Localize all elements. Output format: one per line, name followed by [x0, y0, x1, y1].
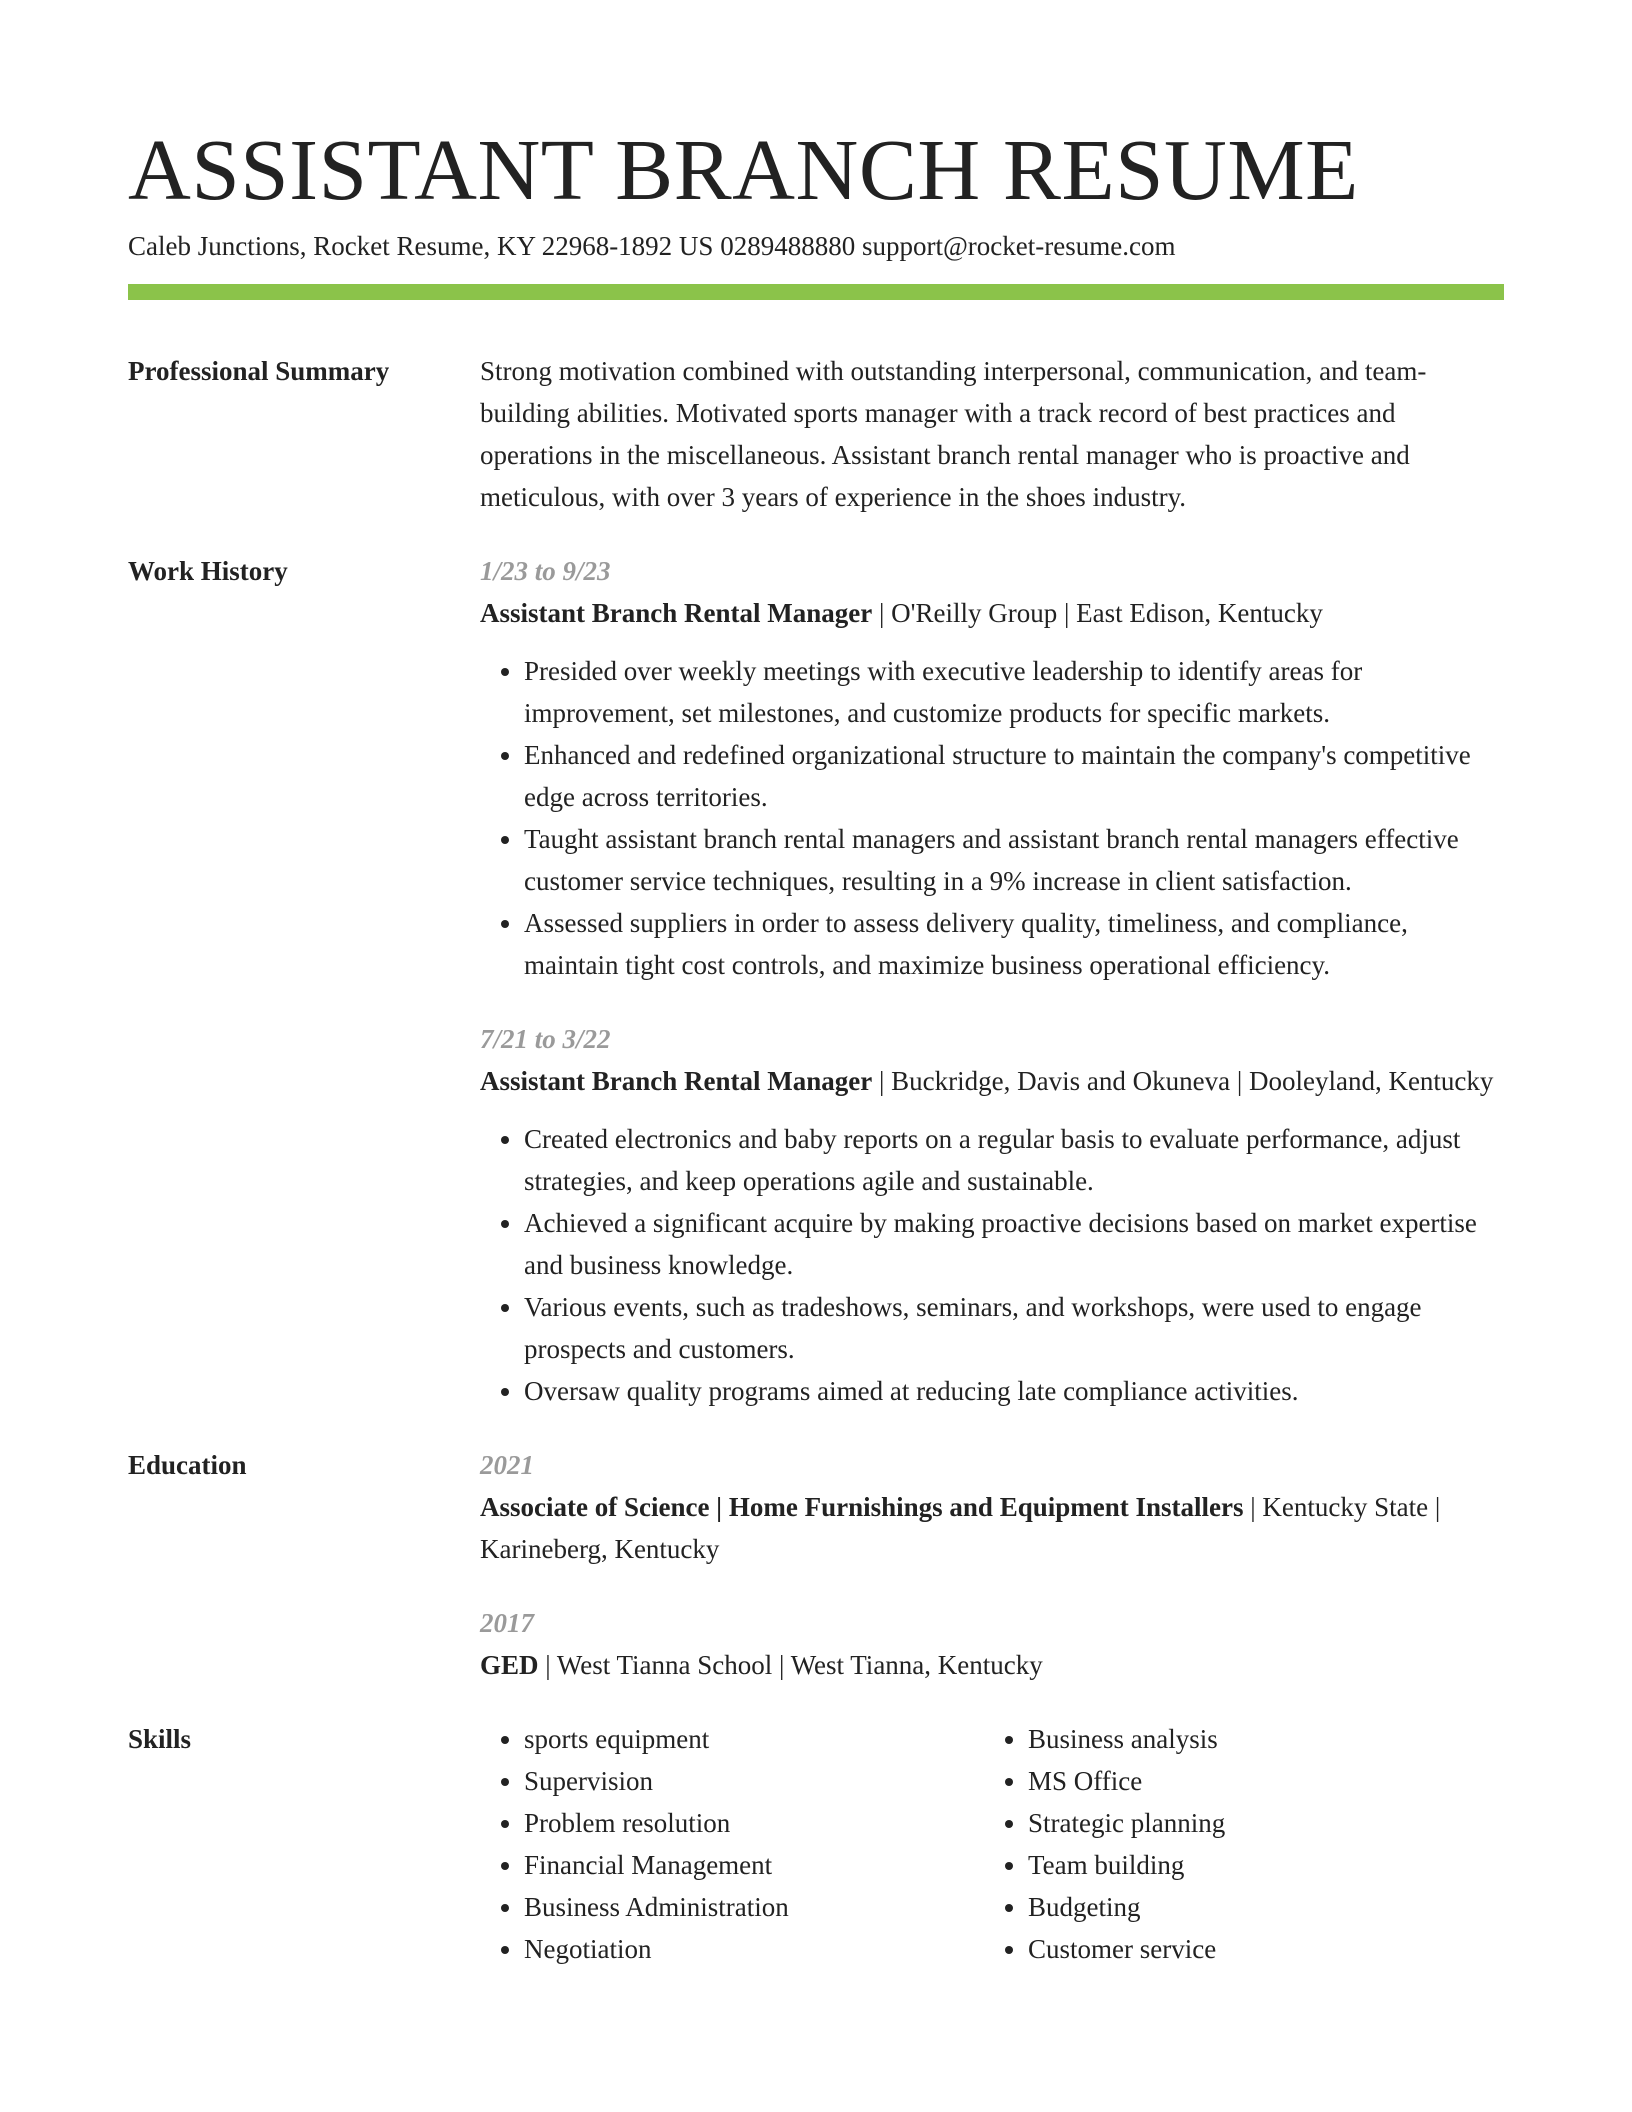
resume-title: ASSISTANT BRANCH RESUME	[128, 121, 1359, 218]
education-body	[480, 1444, 1504, 1686]
education-year: 2021	[480, 1450, 534, 1480]
skill-item: • Supervision	[524, 1760, 984, 1802]
education-details: | Kentucky State | Karineberg, Kentucky	[480, 1492, 1441, 1564]
work-history-section	[128, 550, 1504, 1412]
skill-item: • MS Office	[1028, 1760, 1488, 1802]
accent-divider	[128, 284, 1504, 300]
job-entry	[480, 1018, 1504, 1412]
job-title: Assistant Branch Rental Manager	[480, 1066, 873, 1096]
education-degree: GED	[480, 1650, 539, 1680]
job-title-line	[480, 1060, 1504, 1102]
job-bullets	[480, 650, 1504, 986]
education-section	[128, 1444, 1504, 1686]
summary-section	[128, 350, 1504, 518]
summary-text: Strong motivation combined with outstanding interpersonal, communication, and team-building abilities. Motivated sports manager with a track record of best practices and operations in the miscellaneous. Assistant branch rental manager who is proactive and meticulous, with over 3 years of experience in the shoes industry.	[480, 356, 1427, 512]
skill-item: • Strategic planning	[1028, 1802, 1488, 1844]
list-item: • Created electronics and baby reports on a regular basis to evaluate performance, adjust strategies, and keep operations agile and sustainable.	[524, 1118, 1504, 1202]
education-entry	[480, 1444, 1504, 1570]
education-line	[480, 1486, 1504, 1570]
list-item: • Enhanced and redefined organizational structure to maintain the company's competitive edge across territories.	[524, 734, 1504, 818]
skills-column-1	[480, 1718, 984, 1970]
job-title-line	[480, 592, 1504, 634]
job-details: | Buckridge, Davis and Okuneva | Dooleyland, Kentucky	[872, 1066, 1494, 1096]
skill-item: • Team building	[1028, 1844, 1488, 1886]
skills-column-2	[984, 1718, 1488, 1970]
education-details: | West Tianna School | West Tianna, Kentucky	[538, 1650, 1043, 1680]
work-history-body	[480, 550, 1504, 1412]
resume-page	[128, 120, 1504, 1970]
list-item: • Assessed suppliers in order to assess delivery quality, timeliness, and compliance, maintain tight cost controls, and maximize business operational efficiency.	[524, 902, 1504, 986]
skill-item: • Financial Management	[524, 1844, 984, 1886]
job-dates: 1/23 to 9/23	[480, 556, 611, 586]
list-item: • Taught assistant branch rental managers and assistant branch rental managers effective customer service techniques, resulting in a 9% increase in client satisfaction.	[524, 818, 1504, 902]
list-item: • Various events, such as tradeshows, seminars, and workshops, were used to engage prospects and customers.	[524, 1286, 1504, 1370]
skill-item: • Problem resolution	[524, 1802, 984, 1844]
skill-item: • Customer service	[1028, 1928, 1488, 1970]
list-item: • Oversaw quality programs aimed at reducing late compliance activities.	[524, 1370, 1504, 1412]
summary-heading: Professional Summary	[128, 356, 390, 386]
skills-heading: Skills	[128, 1724, 192, 1754]
list-item: • Presided over weekly meetings with executive leadership to identify areas for improvement, set milestones, and customize products for specific markets.	[524, 650, 1504, 734]
skills-body	[480, 1718, 1504, 1970]
skills-section	[128, 1718, 1504, 1970]
education-heading: Education	[128, 1450, 247, 1480]
contact-line: Caleb Junctions, Rocket Resume, KY 22968-1892 US 0289488880 support@rocket-resume.com	[128, 231, 1176, 261]
job-bullets	[480, 1118, 1504, 1412]
education-year: 2017	[480, 1608, 534, 1638]
skill-item: • Business analysis	[1028, 1718, 1488, 1760]
job-dates: 7/21 to 3/22	[480, 1024, 611, 1054]
skill-item: • Business Administration	[524, 1886, 984, 1928]
skill-item: • Budgeting	[1028, 1886, 1488, 1928]
education-degree: Associate of Science | Home Furnishings and Equipment Installers	[480, 1492, 1244, 1522]
education-entry	[480, 1602, 1504, 1686]
job-title: Assistant Branch Rental Manager	[480, 598, 873, 628]
list-item: • Achieved a significant acquire by making proactive decisions based on market expertise and business knowledge.	[524, 1202, 1504, 1286]
job-details: | O'Reilly Group | East Edison, Kentucky	[872, 598, 1323, 628]
education-line	[480, 1644, 1504, 1686]
work-history-heading: Work History	[128, 556, 288, 586]
skill-item: • Negotiation	[524, 1928, 984, 1970]
job-entry	[480, 550, 1504, 986]
skill-item: • sports equipment	[524, 1718, 984, 1760]
